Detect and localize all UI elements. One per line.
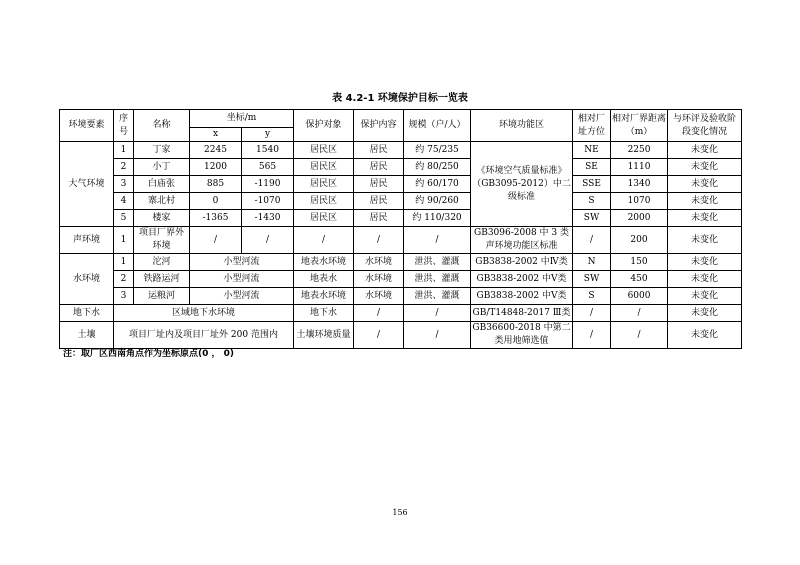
cell-coord: 小型河流 <box>190 288 294 305</box>
air-function: 《环境空气质量标准》（GB3095-2012）中二级标准 <box>471 142 573 227</box>
cell-name: 运粮河 <box>134 288 190 305</box>
table-row <box>60 305 742 322</box>
cell-content: 水环境 <box>354 271 404 288</box>
cell-function: GB3838-2002 中Ⅳ类 <box>471 254 573 271</box>
cell-direction: / <box>573 227 611 254</box>
cell-direction: SW <box>573 271 611 288</box>
cell-scale: / <box>404 305 471 322</box>
cell-change: 未变化 <box>668 176 742 193</box>
cell-content: 居民 <box>354 142 404 159</box>
cell-change: 未变化 <box>668 210 742 227</box>
cell-name: 铁路运河 <box>134 271 190 288</box>
cell-content: / <box>354 322 404 349</box>
cell-direction: SE <box>573 159 611 176</box>
cell-distance: 1070 <box>611 193 668 210</box>
cell-scale: 约 90/260 <box>404 193 471 210</box>
cell-object: 地下水 <box>294 305 354 322</box>
cell-content: 居民 <box>354 193 404 210</box>
cell-function: GB3838-2002 中Ⅴ类 <box>471 271 573 288</box>
cell-direction: S <box>573 193 611 210</box>
cell-function: GB/T14848-2017 Ⅲ类 <box>471 305 573 322</box>
cell-distance: 150 <box>611 254 668 271</box>
cell-object: 土壤环境质量 <box>294 322 354 349</box>
cell-change: 未变化 <box>668 322 742 349</box>
header-scale: 规模（户/人） <box>404 110 471 142</box>
cell-direction: NE <box>573 142 611 159</box>
header-seq: 序号 <box>114 110 134 142</box>
cell-desc: 区域地下水环境 <box>114 305 294 322</box>
cell-x: / <box>190 227 242 254</box>
cell-y: -1070 <box>242 193 294 210</box>
cell-content: 水环境 <box>354 288 404 305</box>
cell-content: 居民 <box>354 159 404 176</box>
cell-name: 丁家 <box>134 142 190 159</box>
cell-direction: / <box>573 305 611 322</box>
page-number: 156 <box>392 508 408 517</box>
cell-y: 565 <box>242 159 294 176</box>
cell-distance: 1340 <box>611 176 668 193</box>
cell-direction: S <box>573 288 611 305</box>
table-row <box>60 271 742 288</box>
cell-name: 项目厂界外环境 <box>134 227 190 254</box>
table-note: 注：取厂区西南角点作为坐标原点(0 ， 0) <box>63 349 235 359</box>
cell-distance: 2000 <box>611 210 668 227</box>
cell-distance: / <box>611 322 668 349</box>
table-row <box>60 322 742 349</box>
cell-x: -1365 <box>190 210 242 227</box>
cell-y: -1430 <box>242 210 294 227</box>
cell-x: 2245 <box>190 142 242 159</box>
table-row <box>60 254 742 271</box>
table-row <box>60 288 742 305</box>
cell-direction: / <box>573 322 611 349</box>
cell-scale: 泄洪、灌溉 <box>404 288 471 305</box>
cell-content: / <box>354 227 404 254</box>
cell-seq: 4 <box>114 193 134 210</box>
header-element: 环境要素 <box>60 110 114 142</box>
cell-distance: 6000 <box>611 288 668 305</box>
cell-content: 水环境 <box>354 254 404 271</box>
cell-distance: 1110 <box>611 159 668 176</box>
cell-object: 居民区 <box>294 193 354 210</box>
table-title: 表 4.2-1 环境保护目标一览表 <box>332 93 468 104</box>
cell-coord: 小型河流 <box>190 271 294 288</box>
table-row <box>60 159 742 176</box>
soil-element: 土壤 <box>60 322 114 349</box>
cell-seq: 2 <box>114 271 134 288</box>
header-row <box>60 110 742 128</box>
cell-distance: 450 <box>611 271 668 288</box>
cell-object: / <box>294 227 354 254</box>
cell-x: 0 <box>190 193 242 210</box>
header-change: 与环评及验收阶段变化情况 <box>668 110 742 142</box>
cell-object: 居民区 <box>294 176 354 193</box>
cell-function: GB3096-2008 中 3 类声环境功能区标准 <box>471 227 573 254</box>
cell-name: 白庙张 <box>134 176 190 193</box>
cell-scale: 约 110/320 <box>404 210 471 227</box>
table-row <box>60 193 742 210</box>
cell-scale: 约 75/235 <box>404 142 471 159</box>
cell-seq: 2 <box>114 159 134 176</box>
cell-scale: 泄洪、灌溉 <box>404 254 471 271</box>
air-element: 大气环境 <box>60 142 114 227</box>
cell-seq: 1 <box>114 227 134 254</box>
cell-object: 居民区 <box>294 142 354 159</box>
cell-function: GB36600-2018 中第二类用地筛选值 <box>471 322 573 349</box>
cell-x: 1200 <box>190 159 242 176</box>
header-content: 保护内容 <box>354 110 404 142</box>
cell-change: 未变化 <box>668 288 742 305</box>
cell-scale: 泄洪、灌溉 <box>404 271 471 288</box>
cell-x: 885 <box>190 176 242 193</box>
header-object: 保护对象 <box>294 110 354 142</box>
noise-element: 声环境 <box>60 227 114 254</box>
cell-change: 未变化 <box>668 254 742 271</box>
cell-y: / <box>242 227 294 254</box>
cell-object: 地表水环境 <box>294 288 354 305</box>
cell-change: 未变化 <box>668 159 742 176</box>
cell-change: 未变化 <box>668 305 742 322</box>
cell-direction: N <box>573 254 611 271</box>
cell-y: -1190 <box>242 176 294 193</box>
cell-seq: 1 <box>114 254 134 271</box>
cell-scale: / <box>404 227 471 254</box>
cell-object: 地表水 <box>294 271 354 288</box>
cell-scale: / <box>404 322 471 349</box>
header-distance: 相对厂界距离（m） <box>611 110 668 142</box>
cell-seq: 5 <box>114 210 134 227</box>
cell-scale: 约 60/170 <box>404 176 471 193</box>
cell-name: 寨北村 <box>134 193 190 210</box>
cell-distance: 200 <box>611 227 668 254</box>
header-function: 环境功能区 <box>471 110 573 142</box>
cell-seq: 1 <box>114 142 134 159</box>
cell-function: GB3838-2002 中Ⅴ类 <box>471 288 573 305</box>
cell-object: 地表水环境 <box>294 254 354 271</box>
cell-seq: 3 <box>114 176 134 193</box>
cell-coord: 小型河流 <box>190 254 294 271</box>
cell-distance: / <box>611 305 668 322</box>
table-row <box>60 176 742 193</box>
cell-content: 居民 <box>354 176 404 193</box>
table-row <box>60 142 742 159</box>
cell-name: 沱河 <box>134 254 190 271</box>
cell-y: 1540 <box>242 142 294 159</box>
cell-seq: 3 <box>114 288 134 305</box>
water-element: 水环境 <box>60 254 114 305</box>
cell-change: 未变化 <box>668 227 742 254</box>
cell-change: 未变化 <box>668 142 742 159</box>
cell-content: / <box>354 305 404 322</box>
header-y: y <box>242 128 294 142</box>
environment-protection-table <box>59 109 742 349</box>
cell-change: 未变化 <box>668 271 742 288</box>
header-name: 名称 <box>134 110 190 142</box>
cell-direction: SSE <box>573 176 611 193</box>
header-coord: 坐标/m <box>190 110 294 128</box>
table-row <box>60 210 742 227</box>
header-x: x <box>190 128 242 142</box>
cell-desc: 项目厂址内及项目厂址外 200 范围内 <box>114 322 294 349</box>
header-direction: 相对厂址方位 <box>573 110 611 142</box>
cell-name: 小丁 <box>134 159 190 176</box>
cell-name: 楼家 <box>134 210 190 227</box>
cell-object: 居民区 <box>294 210 354 227</box>
cell-change: 未变化 <box>668 193 742 210</box>
cell-content: 居民 <box>354 210 404 227</box>
cell-scale: 约 80/250 <box>404 159 471 176</box>
groundwater-element: 地下水 <box>60 305 114 322</box>
table-row <box>60 227 742 254</box>
cell-object: 居民区 <box>294 159 354 176</box>
cell-distance: 2250 <box>611 142 668 159</box>
cell-direction: SW <box>573 210 611 227</box>
